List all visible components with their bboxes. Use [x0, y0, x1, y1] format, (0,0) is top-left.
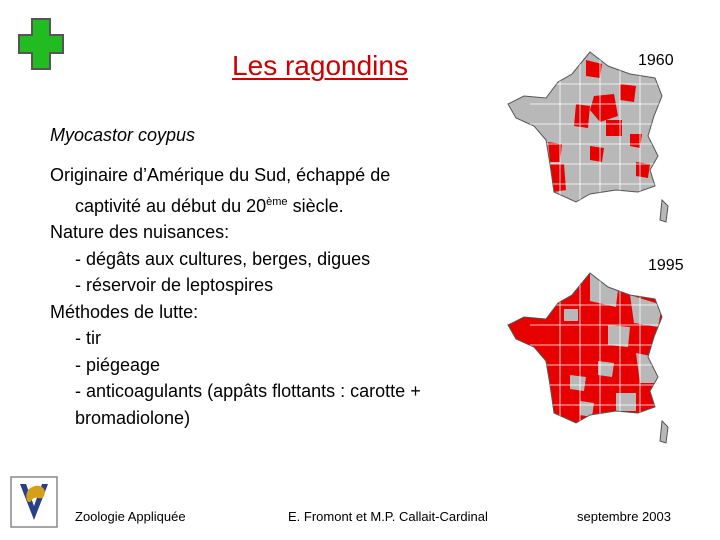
methods-heading: Méthodes de lutte:	[50, 301, 199, 322]
green-cross-icon	[17, 17, 65, 71]
method-item: - tir	[75, 328, 101, 348]
origin-line-2: captivité au début du 20ème siècle.	[75, 195, 344, 216]
footer-date: septembre 2003	[577, 509, 671, 524]
origin-line-1: Originaire d’Amérique du Sud, échappé de	[50, 165, 391, 185]
nuisance-item: - dégâts aux cultures, berges, digues	[75, 248, 371, 269]
school-logo-icon	[10, 476, 58, 528]
species-name: Myocastor coypus	[50, 125, 196, 145]
method-item: bromadiolone)	[75, 407, 191, 428]
map-year-label-1960: 1960	[638, 52, 674, 69]
nuisance-item: - réservoir de leptospires	[75, 275, 274, 295]
footer-authors: E. Fromont et M.P. Callait-Cardinal	[288, 509, 488, 524]
france-map-1995	[490, 265, 675, 455]
body-text	[50, 162, 490, 431]
method-item: - anticoagulants (appâts flottants : carotte +	[75, 381, 421, 401]
footer-department: Zoologie Appliquée	[75, 509, 186, 524]
map-year-label-1995: 1995	[648, 257, 684, 274]
nuisances-heading: Nature des nuisances:	[50, 222, 230, 242]
method-item: - piégeage	[75, 354, 161, 375]
france-map-1960	[490, 44, 675, 234]
page-title: Les ragondins	[232, 50, 408, 81]
